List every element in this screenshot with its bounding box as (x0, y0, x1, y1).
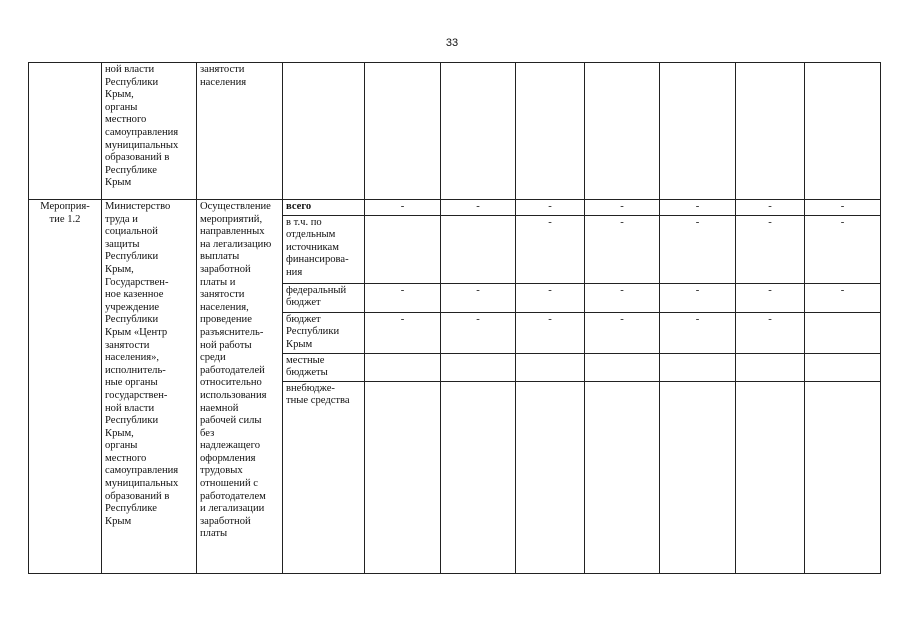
funding-source-label: местные бюджеты (283, 353, 365, 381)
empty-cell (660, 63, 736, 200)
funding-value (805, 353, 881, 381)
funding-value (516, 353, 585, 381)
funding-value: - (585, 283, 660, 312)
funding-value (660, 381, 736, 573)
funding-value: - (805, 283, 881, 312)
funding-value: - (516, 200, 585, 216)
content-cell: занятости населения (197, 63, 283, 200)
funding-value: - (365, 312, 441, 353)
funding-value (365, 353, 441, 381)
funding-value: - (585, 200, 660, 216)
funding-value: - (585, 312, 660, 353)
funding-value: - (441, 200, 516, 216)
funding-value: - (736, 312, 805, 353)
page-number: 33 (445, 37, 459, 49)
funding-value: - (805, 200, 881, 216)
funding-value: - (736, 215, 805, 283)
content-cell: Осуществление мероприятий, направленных на легализацию выплаты заработной платы и занятости населения, проведение разъяснитель- ной работы среди работодателей относительно использования наемной рабочей силы без надлежащего оформления трудовых отношений с работодателем и легализации заработной платы (197, 200, 283, 574)
funding-value (585, 353, 660, 381)
funding-value (441, 353, 516, 381)
funding-value (736, 381, 805, 573)
funding-row-total (29, 200, 881, 216)
funding-value (736, 353, 805, 381)
continuation-row (29, 63, 881, 200)
funding-value: - (365, 200, 441, 216)
funding-source-label: бюджет Республики Крым (283, 312, 365, 353)
funding-value: - (805, 215, 881, 283)
funding-value: - (516, 215, 585, 283)
funding-value: - (585, 215, 660, 283)
empty-cell (736, 63, 805, 200)
funding-source-label: всего (283, 200, 365, 216)
funding-value (585, 381, 660, 573)
funding-value: - (660, 312, 736, 353)
funding-value (805, 381, 881, 573)
funding-value (365, 381, 441, 573)
funding-value (805, 312, 881, 353)
funding-source-label: в т.ч. по отдельным источникам финансирова- ния (283, 215, 365, 283)
empty-cell (365, 63, 441, 200)
empty-cell (441, 63, 516, 200)
empty-cell (585, 63, 660, 200)
measure-cell (29, 63, 102, 200)
responsible-cell: Министерство труда и социальной защиты Республики Крым, Государствен- ное казенное учреждение Республики Крым «Центр занятости населения», исполнитель- ные органы государствен- ной власти Республики Крым, органы местного самоуправления муниципальных образований в Республике Крым (102, 200, 197, 574)
funding-value: - (736, 200, 805, 216)
funding-value: - (516, 283, 585, 312)
funding-source-label: внебюдже- тные средства (283, 381, 365, 573)
funding-source-label: федеральный бюджет (283, 283, 365, 312)
responsible-cell: ной власти Республики Крым, органы местного самоуправления муниципальных образований в Республике Крым (102, 63, 197, 200)
empty-cell (516, 63, 585, 200)
funding-value: - (660, 200, 736, 216)
funding-value: - (660, 215, 736, 283)
funding-value (441, 381, 516, 573)
funding-value: - (736, 283, 805, 312)
measure-cell: Мероприя- тие 1.2 (29, 200, 102, 574)
empty-cell (805, 63, 881, 200)
funding-value: - (441, 312, 516, 353)
funding-value (660, 353, 736, 381)
empty-cell (283, 63, 365, 200)
funding-value: - (516, 312, 585, 353)
funding-value (441, 215, 516, 283)
funding-value (365, 215, 441, 283)
funding-value: - (365, 283, 441, 312)
funding-value: - (441, 283, 516, 312)
funding-value (516, 381, 585, 573)
funding-table (28, 62, 881, 574)
funding-value: - (660, 283, 736, 312)
